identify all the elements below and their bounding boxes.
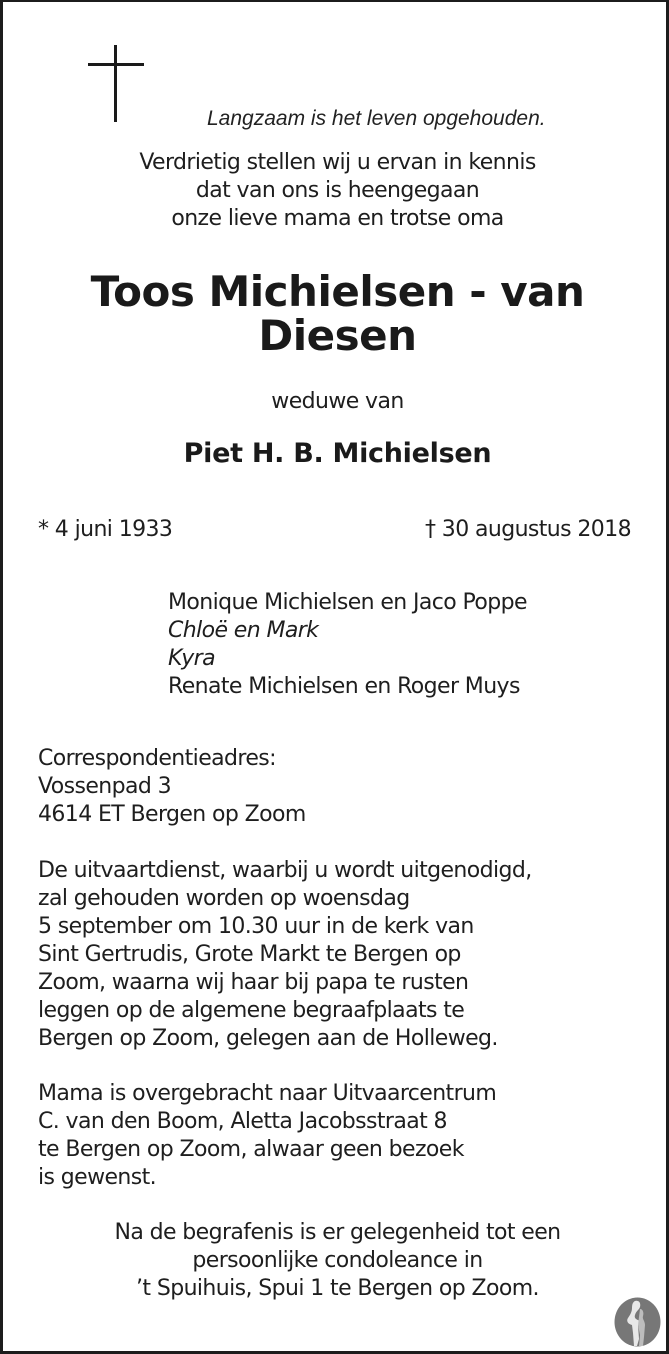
viewing-line: te Bergen op Zoom, alwaar geen bezoek [38,1137,464,1162]
intro-line: Verdrietig stellen wij u ervan in kennis [139,150,536,175]
viewing-line: C. van den Boom, Aletta Jacobsstraat 8 [38,1109,447,1134]
birth-date: * 4 juni 1933 [38,517,173,542]
intro-line: onze lieve mama en trotse oma [171,206,504,231]
deceased-name: Diesen [258,311,417,360]
service-line: 5 september om 10.30 uur in de kerk van [38,914,474,939]
family-member: Chloë en Mark [168,618,319,643]
service-line: zal gehouden worden op woensdag [38,886,410,911]
death-date: † 30 augustus 2018 [425,517,631,542]
widow-of-label: weduwe van [271,389,404,414]
deceased-name: Toos Michielsen - van [90,267,585,316]
family-member: Monique Michielsen en Jaco Poppe [168,590,527,615]
family-member: Kyra [168,646,215,671]
condolence-line: ’t Spuihuis, Spui 1 te Bergen op Zoom. [136,1276,539,1301]
couple-embrace-logo-icon [614,1297,661,1347]
quote: Langzaam is het leven opgehouden. [207,107,546,130]
viewing-line: Mama is overgebracht naar Uitvaarcentrum [38,1081,497,1106]
service-line: leggen op de algemene begraafplaats te [38,998,465,1023]
service-line: Bergen op Zoom, gelegen aan de Holleweg. [38,1026,498,1051]
condolence-line: persoonlijke condoleance in [192,1248,483,1273]
family-member: Renate Michielsen en Roger Muys [168,674,520,699]
service-line: Sint Gertrudis, Grote Markt te Bergen op [38,942,461,967]
condolence-line: Na de begrafenis is er gelegenheid tot een [114,1220,561,1245]
intro-line: dat van ons is heengegaan [195,178,480,203]
address-city: 4614 ET Bergen op Zoom [38,802,306,827]
address-label: Correspondentieadres: [38,746,276,771]
service-line: Zoom, waarna wij haar bij papa te rusten [38,970,469,995]
spouse-name: Piet H. B. Michielsen [183,438,492,469]
viewing-line: is gewenst. [38,1165,157,1190]
address-street: Vossenpad 3 [38,774,172,799]
service-line: De uitvaartdienst, waarbij u wordt uitgenodigd, [38,858,532,883]
